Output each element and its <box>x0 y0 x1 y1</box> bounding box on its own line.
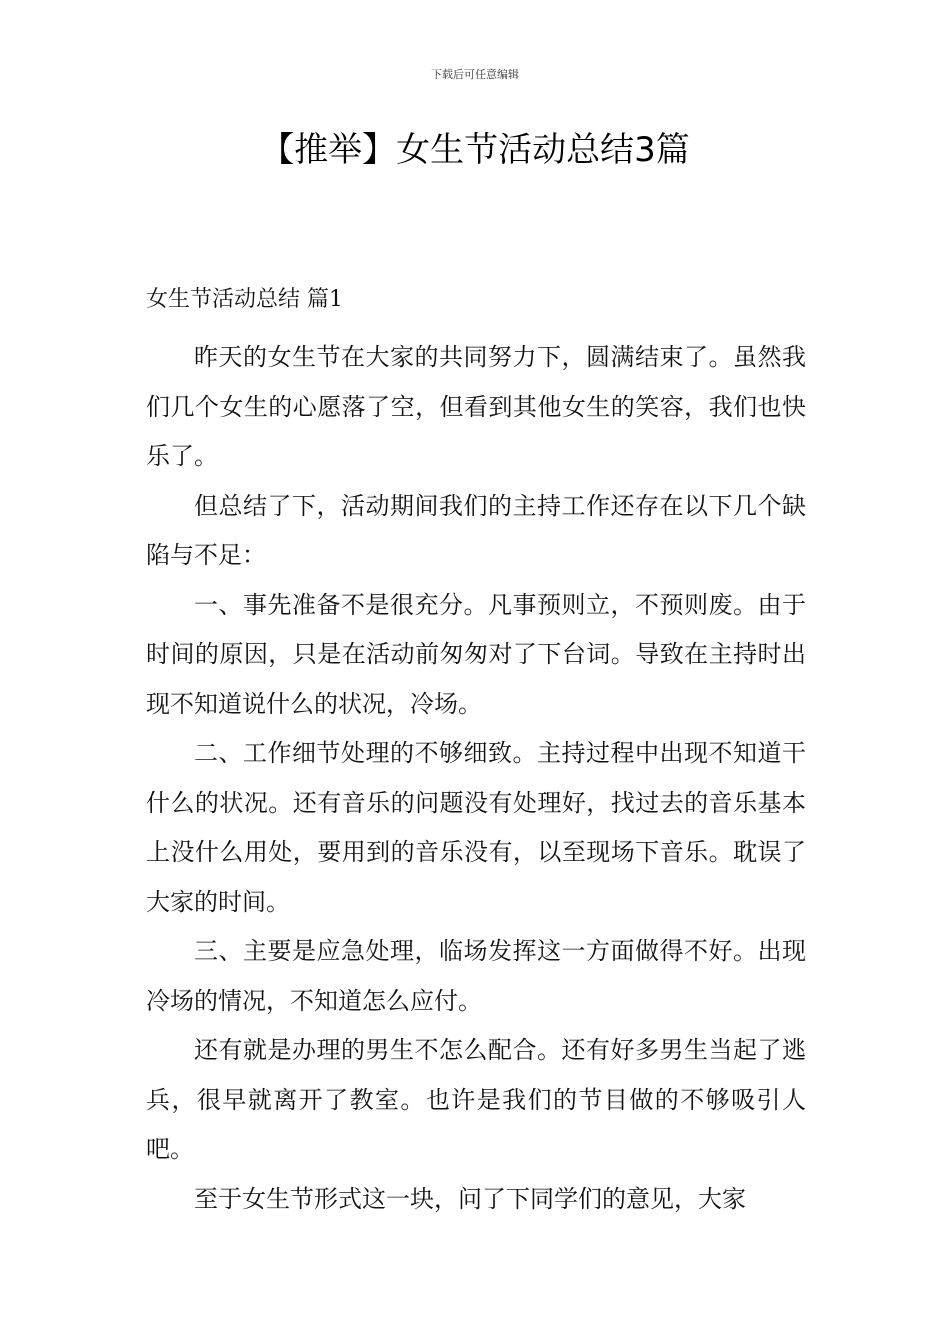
paragraph-5: 三、主要是应急处理，临场发挥这一方面做得不好。出现冷场的情况，不知道怎么应付。 <box>146 937 806 1015</box>
document-title: 【推举】女生节活动总结3篇 <box>260 130 690 170</box>
paragraph-7: 至于女生节形式这一块，问了下同学们的意见，大家 <box>194 1184 746 1213</box>
paragraph-4: 二、工作细节处理的不够细致。主持过程中出现不知道干什么的状况。还有音乐的问题没有处理好，找过去的音乐基本上没什么用处，要用到的音乐没有，以至现场下音乐。耽误了大家的时间。 <box>146 739 806 916</box>
body-text <box>146 333 806 1224</box>
header-note: 下载后可任意编辑 <box>431 68 519 81</box>
paragraph-2: 但总结了下，活动期间我们的主持工作还存在以下几个缺陷与不足： <box>146 491 806 569</box>
section-heading: 女生节活动总结 篇1 <box>146 287 343 312</box>
paragraph-3: 一、事先准备不是很充分。凡事预则立，不预则废。由于时间的原因，只是在活动前匆匆对了下台词。导致在主持时出现不知道说什么的状况，冷场。 <box>146 590 806 718</box>
paragraph-1: 昨天的女生节在大家的共同努力下，圆满结束了。虽然我们几个女生的心愿落了空，但看到其他女生的笑容，我们也快乐了。 <box>146 343 806 470</box>
paragraph-6: 还有就是办理的男生不怎么配合。还有好多男生当起了逃兵，很早就离开了教室。也许是我们的节目做的不够吸引人吧。 <box>146 1036 806 1163</box>
